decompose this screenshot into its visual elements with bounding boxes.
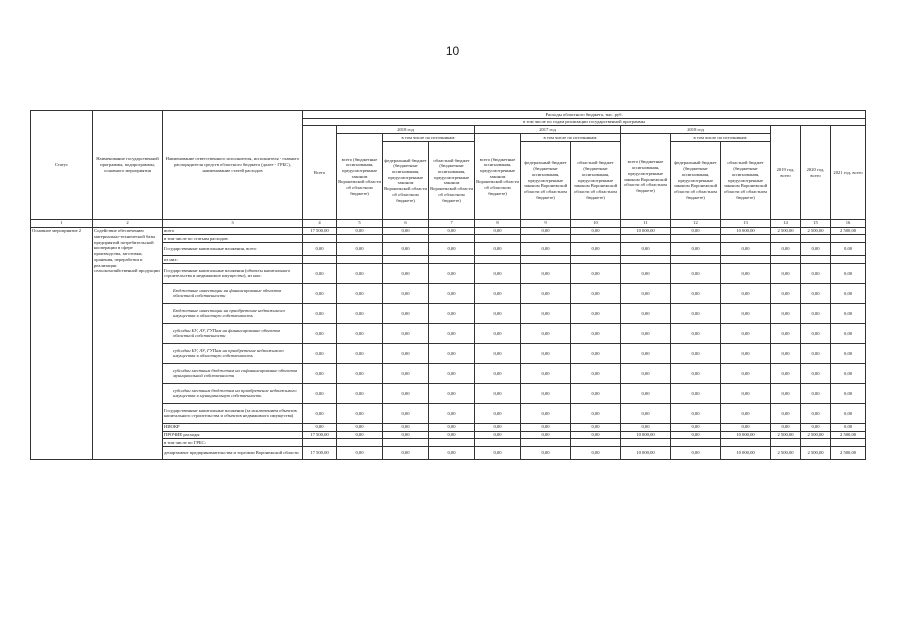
- value-cell: 10 000,00: [721, 431, 771, 439]
- value-cell: 0,00: [831, 403, 866, 423]
- row-label: департамент предпринимательства и торговли Воронежской области: [163, 447, 303, 460]
- value-cell: 10 000,00: [621, 227, 671, 235]
- value-cell: 0,00: [571, 243, 621, 256]
- value-cell: 0,00: [475, 403, 521, 423]
- header-year-2018: 2018 год: [621, 126, 771, 134]
- value-cell: 0,00: [521, 283, 571, 303]
- value-cell: [303, 235, 337, 243]
- value-cell: 0,00: [721, 263, 771, 283]
- value-cell: 0,00: [721, 363, 771, 383]
- value-cell: 2 500,00: [801, 431, 831, 439]
- value-cell: [429, 439, 475, 447]
- value-cell: 0,00: [671, 263, 721, 283]
- column-number: 12: [671, 219, 721, 227]
- value-cell: 0,00: [429, 303, 475, 323]
- value-cell: [475, 256, 521, 264]
- value-cell: 0,00: [671, 243, 721, 256]
- value-cell: 17 500,00: [303, 227, 337, 235]
- value-cell: 0,00: [801, 303, 831, 323]
- value-cell: 0,00: [383, 423, 429, 431]
- value-cell: 0,00: [521, 323, 571, 343]
- value-cell: 0,00: [671, 227, 721, 235]
- value-cell: 0,00: [429, 343, 475, 363]
- value-cell: 0,00: [337, 383, 383, 403]
- value-cell: 0,00: [831, 283, 866, 303]
- value-cell: 0,00: [383, 383, 429, 403]
- value-cell: [671, 256, 721, 264]
- value-cell: 0,00: [429, 447, 475, 460]
- row-label: Государственные капитальные вложения, всего: [163, 243, 303, 256]
- value-cell: [801, 235, 831, 243]
- value-cell: 0,00: [831, 423, 866, 431]
- header-expenses-sub: в том числе по годам реализации государственной программы: [303, 118, 866, 126]
- value-cell: [383, 439, 429, 447]
- value-cell: 0,00: [383, 283, 429, 303]
- row-label: Бюджетные инвестиции на финансирование объектов областной собственности: [163, 283, 303, 303]
- value-cell: 0,00: [429, 323, 475, 343]
- value-cell: 0,00: [571, 303, 621, 323]
- value-cell: 0,00: [671, 431, 721, 439]
- value-cell: 0,00: [475, 431, 521, 439]
- value-cell: 0,00: [337, 263, 383, 283]
- status-cell: Основное мероприятие 2: [31, 227, 93, 459]
- value-cell: [521, 256, 571, 264]
- value-cell: [429, 256, 475, 264]
- value-cell: 0,00: [521, 447, 571, 460]
- value-cell: 0,00: [621, 383, 671, 403]
- header-year-2017: 2017 год: [475, 126, 621, 134]
- value-cell: 0,00: [721, 423, 771, 431]
- value-cell: 0,00: [337, 303, 383, 323]
- value-cell: 0,00: [621, 323, 671, 343]
- program-cell: Содействие обеспечению материально-технической базы предприятий потребительской кооперации в сфере производства, заготовки, хранения, переработки и реализации сельскохозяйственной продукции: [93, 227, 163, 459]
- value-cell: 0,00: [475, 263, 521, 283]
- value-cell: 0,00: [801, 383, 831, 403]
- value-cell: 2 500,00: [771, 431, 801, 439]
- column-number: 15: [801, 219, 831, 227]
- value-cell: 2 500,00: [771, 227, 801, 235]
- row-label: субсидии БУ, АУ, ГУПам на финансирование объектов областной собственности: [163, 323, 303, 343]
- value-cell: [337, 235, 383, 243]
- value-cell: 10 000,00: [621, 431, 671, 439]
- column-number: 9: [521, 219, 571, 227]
- value-cell: 0,00: [475, 383, 521, 403]
- value-cell: 0,00: [337, 403, 383, 423]
- value-cell: 0,00: [337, 283, 383, 303]
- value-cell: 0,00: [429, 227, 475, 235]
- value-cell: [475, 235, 521, 243]
- column-number-row: [31, 219, 866, 227]
- value-cell: [721, 235, 771, 243]
- value-cell: [337, 256, 383, 264]
- value-cell: 0,00: [571, 423, 621, 431]
- value-cell: 0,00: [475, 303, 521, 323]
- column-number: 10: [571, 219, 621, 227]
- value-cell: 0,00: [303, 303, 337, 323]
- column-number: 13: [721, 219, 771, 227]
- value-cell: 0,00: [831, 343, 866, 363]
- value-cell: [721, 439, 771, 447]
- column-number: 16: [831, 219, 866, 227]
- value-cell: 0,00: [475, 323, 521, 343]
- value-cell: 0,00: [303, 243, 337, 256]
- value-cell: 17 500,00: [303, 447, 337, 460]
- value-cell: 0,00: [303, 323, 337, 343]
- value-cell: 0,00: [337, 431, 383, 439]
- row-label: субсидии БУ, АУ, ГУПам на приобретение недвижимого имущества в областную собственность: [163, 343, 303, 363]
- value-cell: 2 500,00: [831, 431, 866, 439]
- header-col-total-b: всего (бюджетные ассигнования, предусмотренные законом Воронежской области об областном бюджете): [475, 134, 521, 220]
- header-sources-a: в том числе по источникам:: [383, 134, 475, 142]
- value-cell: [801, 256, 831, 264]
- value-cell: 0,00: [621, 303, 671, 323]
- value-cell: [303, 439, 337, 447]
- value-cell: 0,00: [621, 343, 671, 363]
- column-number: 2: [93, 219, 163, 227]
- header-sources-b: в том числе по источникам:: [521, 134, 621, 142]
- value-cell: 0,00: [771, 423, 801, 431]
- value-cell: 0,00: [571, 383, 621, 403]
- value-cell: [801, 439, 831, 447]
- value-cell: [721, 256, 771, 264]
- value-cell: 0,00: [429, 403, 475, 423]
- value-cell: 0,00: [801, 323, 831, 343]
- value-cell: 0,00: [801, 343, 831, 363]
- value-cell: 0,00: [721, 323, 771, 343]
- value-cell: 0,00: [475, 447, 521, 460]
- value-cell: [771, 439, 801, 447]
- value-cell: 0,00: [429, 431, 475, 439]
- value-cell: [771, 256, 801, 264]
- value-cell: [831, 235, 866, 243]
- row-label: из них:: [163, 256, 303, 264]
- value-cell: [671, 235, 721, 243]
- value-cell: 0,00: [571, 403, 621, 423]
- value-cell: [571, 439, 621, 447]
- value-cell: 0,00: [621, 263, 671, 283]
- value-cell: 0,00: [383, 363, 429, 383]
- value-cell: 0,00: [383, 243, 429, 256]
- value-cell: 0,00: [383, 227, 429, 235]
- value-cell: 0,00: [621, 283, 671, 303]
- value-cell: 0,00: [801, 243, 831, 256]
- value-cell: 0,00: [475, 363, 521, 383]
- value-cell: [383, 256, 429, 264]
- value-cell: 0,00: [521, 243, 571, 256]
- value-cell: 0,00: [521, 383, 571, 403]
- header-total: Всего: [303, 126, 337, 219]
- value-cell: 0,00: [521, 227, 571, 235]
- value-cell: 0,00: [475, 343, 521, 363]
- value-cell: 0,00: [571, 447, 621, 460]
- value-cell: [475, 439, 521, 447]
- value-cell: 0,00: [671, 283, 721, 303]
- value-cell: 0,00: [337, 363, 383, 383]
- value-cell: 0,00: [571, 343, 621, 363]
- value-cell: 0,00: [621, 243, 671, 256]
- value-cell: [671, 439, 721, 447]
- header-year-2019: 2019 год, всего: [771, 126, 801, 219]
- value-cell: 0,00: [571, 323, 621, 343]
- value-cell: 0,00: [671, 403, 721, 423]
- budget-table: [30, 110, 866, 460]
- value-cell: 0,00: [831, 303, 866, 323]
- header-col-fed-a: федеральный бюджет (бюджетные ассигнования, предусмотренные законом Воронежской области об областном бюджете): [383, 141, 429, 219]
- value-cell: 2 500,00: [831, 447, 866, 460]
- value-cell: 0,00: [337, 227, 383, 235]
- value-cell: [571, 235, 621, 243]
- header-program-name: Наименование государственной программы, подпрограммы, основного мероприятия: [93, 111, 163, 220]
- header-executor: Наименование ответственного исполнителя, исполнителя - главного распорядителя средств областного бюджета (далее - ГРБС), наименование статей расходов: [163, 111, 303, 220]
- value-cell: 10 000,00: [721, 447, 771, 460]
- column-number: 11: [621, 219, 671, 227]
- value-cell: 0,00: [571, 431, 621, 439]
- value-cell: 0,00: [771, 343, 801, 363]
- value-cell: 0,00: [429, 243, 475, 256]
- value-cell: 0,00: [621, 363, 671, 383]
- row-label: субсидии местным бюджетам на софинансирование объектов муниципальной собственности: [163, 363, 303, 383]
- value-cell: 0,00: [621, 403, 671, 423]
- value-cell: 0,00: [429, 263, 475, 283]
- value-cell: 0,00: [521, 431, 571, 439]
- row-label: НИОКР: [163, 423, 303, 431]
- value-cell: 0,00: [429, 383, 475, 403]
- value-cell: 0,00: [671, 303, 721, 323]
- value-cell: 0,00: [303, 423, 337, 431]
- value-cell: 0,00: [383, 303, 429, 323]
- value-cell: 0,00: [771, 303, 801, 323]
- column-number: 6: [383, 219, 429, 227]
- row-label: Бюджетные инвестиции на приобретение недвижимого имущества в областную собственность: [163, 303, 303, 323]
- value-cell: 0,00: [831, 323, 866, 343]
- value-cell: 0,00: [475, 423, 521, 431]
- row-label: Государственные капитальные вложения (за исключением объектов капитального строительства и объектов недвижимого имущества): [163, 403, 303, 423]
- value-cell: 0,00: [721, 383, 771, 403]
- column-number: 4: [303, 219, 337, 227]
- column-number: 14: [771, 219, 801, 227]
- row-label: Государственные капитальные вложения (объекты капитального строительства и недвижимое имущество), из них:: [163, 263, 303, 283]
- value-cell: 0,00: [771, 263, 801, 283]
- column-number: 5: [337, 219, 383, 227]
- header-col-fed-b: федеральный бюджет (бюджетные ассигнования, предусмотренные законом Воронежской области об областном бюджете): [521, 141, 571, 219]
- value-cell: [621, 235, 671, 243]
- value-cell: 0,00: [831, 263, 866, 283]
- value-cell: [831, 256, 866, 264]
- column-number: 8: [475, 219, 521, 227]
- value-cell: [337, 439, 383, 447]
- value-cell: 2 500,00: [801, 447, 831, 460]
- value-cell: 0,00: [721, 243, 771, 256]
- value-cell: [621, 439, 671, 447]
- header-status: Статус: [31, 111, 93, 220]
- value-cell: 0,00: [429, 363, 475, 383]
- value-cell: 0,00: [383, 323, 429, 343]
- row-label: ПРОЧИЕ расходы: [163, 431, 303, 439]
- value-cell: 0,00: [801, 363, 831, 383]
- header-sources-c: в том числе по источникам:: [671, 134, 771, 142]
- value-cell: 0,00: [801, 423, 831, 431]
- value-cell: 0,00: [383, 447, 429, 460]
- value-cell: [571, 256, 621, 264]
- value-cell: [383, 235, 429, 243]
- value-cell: 0,00: [429, 283, 475, 303]
- value-cell: 0,00: [303, 263, 337, 283]
- value-cell: 0,00: [521, 303, 571, 323]
- column-number: 3: [163, 219, 303, 227]
- value-cell: 0,00: [521, 343, 571, 363]
- value-cell: 0,00: [671, 423, 721, 431]
- value-cell: 0,00: [801, 403, 831, 423]
- value-cell: 0,00: [303, 343, 337, 363]
- value-cell: 0,00: [771, 363, 801, 383]
- value-cell: 0,00: [383, 403, 429, 423]
- value-cell: 0,00: [521, 403, 571, 423]
- value-cell: [771, 235, 801, 243]
- value-cell: [521, 439, 571, 447]
- value-cell: 2 500,00: [771, 447, 801, 460]
- header-col-obl-c: областной бюджет (бюджетные ассигнования, предусмотренные законом Воронежской области об областном бюджете): [721, 141, 771, 219]
- value-cell: 0,00: [337, 323, 383, 343]
- value-cell: 0,00: [721, 403, 771, 423]
- value-cell: 0,00: [671, 447, 721, 460]
- value-cell: 0,00: [475, 283, 521, 303]
- page-number: 10: [445, 44, 460, 58]
- value-cell: 0,00: [303, 363, 337, 383]
- value-cell: 0,00: [303, 403, 337, 423]
- header-col-obl-a: областной бюджет (бюджетные ассигнования, предусмотренные законом Воронежской области об областном бюджете): [429, 141, 475, 219]
- value-cell: [621, 256, 671, 264]
- value-cell: 0,00: [671, 323, 721, 343]
- value-cell: [521, 235, 571, 243]
- value-cell: 0,00: [303, 283, 337, 303]
- value-cell: 0,00: [621, 423, 671, 431]
- table-row: [31, 227, 866, 235]
- value-cell: 0,00: [571, 263, 621, 283]
- value-cell: 0,00: [801, 283, 831, 303]
- row-label: в том числе по ГРБС:: [163, 439, 303, 447]
- row-label: субсидии местным бюджетам на приобретение недвижимого имущества в муниципальную собственность: [163, 383, 303, 403]
- value-cell: 0,00: [831, 383, 866, 403]
- value-cell: 10 000,00: [621, 447, 671, 460]
- value-cell: 0,00: [303, 383, 337, 403]
- value-cell: 0,00: [429, 423, 475, 431]
- value-cell: 0,00: [475, 243, 521, 256]
- value-cell: 0,00: [771, 323, 801, 343]
- value-cell: 0,00: [671, 383, 721, 403]
- header-year-2021: 2021 год, всего: [831, 126, 866, 219]
- value-cell: 0,00: [383, 343, 429, 363]
- value-cell: [831, 439, 866, 447]
- value-cell: 0,00: [721, 303, 771, 323]
- value-cell: 17 500,00: [303, 431, 337, 439]
- row-label: всего: [163, 227, 303, 235]
- value-cell: 0,00: [571, 227, 621, 235]
- header-year-2020: 2020 год, всего: [801, 126, 831, 219]
- value-cell: 0,00: [521, 423, 571, 431]
- value-cell: 0,00: [337, 447, 383, 460]
- value-cell: 0,00: [721, 343, 771, 363]
- value-cell: 0,00: [671, 343, 721, 363]
- value-cell: 0,00: [337, 243, 383, 256]
- header-col-total-a: всего (бюджетные ассигнования, предусмотренные законом Воронежской области об областном бюджете): [337, 134, 383, 220]
- header-expenses-title: Расходы областного бюджета, тыс. руб.: [303, 111, 866, 119]
- value-cell: [303, 256, 337, 264]
- value-cell: 0,00: [337, 423, 383, 431]
- row-label: в том числе по статьям расходов:: [163, 235, 303, 243]
- value-cell: 0,00: [721, 283, 771, 303]
- value-cell: 0,00: [475, 227, 521, 235]
- value-cell: 0,00: [771, 403, 801, 423]
- header-col-obl-b: областной бюджет (бюджетные ассигнования, предусмотренные законом Воронежской области об областном бюджете): [571, 141, 621, 219]
- value-cell: 0,00: [521, 363, 571, 383]
- value-cell: 0,00: [571, 283, 621, 303]
- value-cell: 0,00: [771, 283, 801, 303]
- value-cell: 0,00: [383, 431, 429, 439]
- value-cell: 0,00: [337, 343, 383, 363]
- value-cell: 0,00: [571, 363, 621, 383]
- value-cell: 0,00: [831, 363, 866, 383]
- value-cell: 10 000,00: [721, 227, 771, 235]
- header-col-total-c: всего (бюджетные ассигнования, предусмотренные законом Воронежской области об областном бюджете): [621, 134, 671, 220]
- header-col-fed-c: федеральный бюджет (бюджетные ассигнования, предусмотренные законом Воронежской области об областном бюджете): [671, 141, 721, 219]
- column-number: 7: [429, 219, 475, 227]
- value-cell: 0,00: [771, 383, 801, 403]
- value-cell: 0,00: [521, 263, 571, 283]
- value-cell: 0,00: [671, 363, 721, 383]
- value-cell: 2 500,00: [831, 227, 866, 235]
- value-cell: 0,00: [383, 263, 429, 283]
- value-cell: 0,00: [801, 263, 831, 283]
- value-cell: 2 500,00: [801, 227, 831, 235]
- value-cell: 0,00: [831, 243, 866, 256]
- header-year-2016: 2018 год: [337, 126, 475, 134]
- value-cell: [429, 235, 475, 243]
- value-cell: 0,00: [771, 243, 801, 256]
- column-number: 1: [31, 219, 93, 227]
